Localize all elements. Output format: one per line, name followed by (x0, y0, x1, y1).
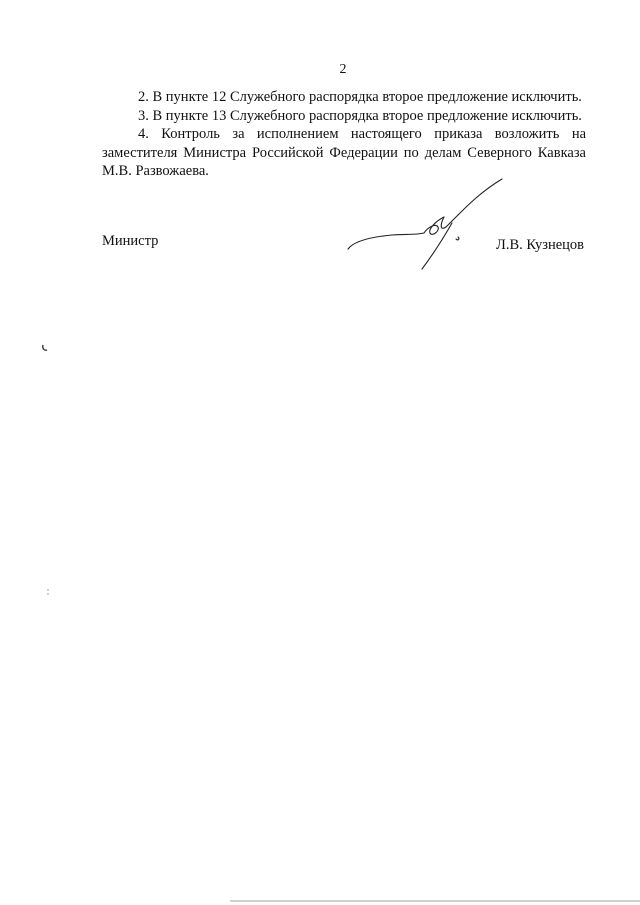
page-number: 2 (339, 62, 347, 77)
handwritten-signature (340, 175, 510, 270)
scan-speck (46, 588, 50, 596)
scan-edge (230, 900, 640, 902)
scan-speck (42, 344, 48, 352)
paragraph-item-4-line-1: 4. Контроль за исполнением настоящего приказа возложить (138, 126, 560, 142)
paragraph-item-4-line-2: на заместителя Министра Российской Федерации по делам Северного Кавказа М.В. Развожаева. (102, 126, 587, 179)
signer-name: Л.В. Кузнецов (496, 237, 584, 253)
paragraph-item-4 (102, 125, 586, 181)
paragraph-item-2: 2. В пункте 12 Служебного распорядка второе предложение исключить. (138, 89, 582, 105)
signer-title: Министр (102, 233, 159, 249)
paragraph-item-3: 3. В пункте 13 Служебного распорядка второе предложение исключить. (138, 107, 582, 124)
document-body (102, 88, 586, 181)
